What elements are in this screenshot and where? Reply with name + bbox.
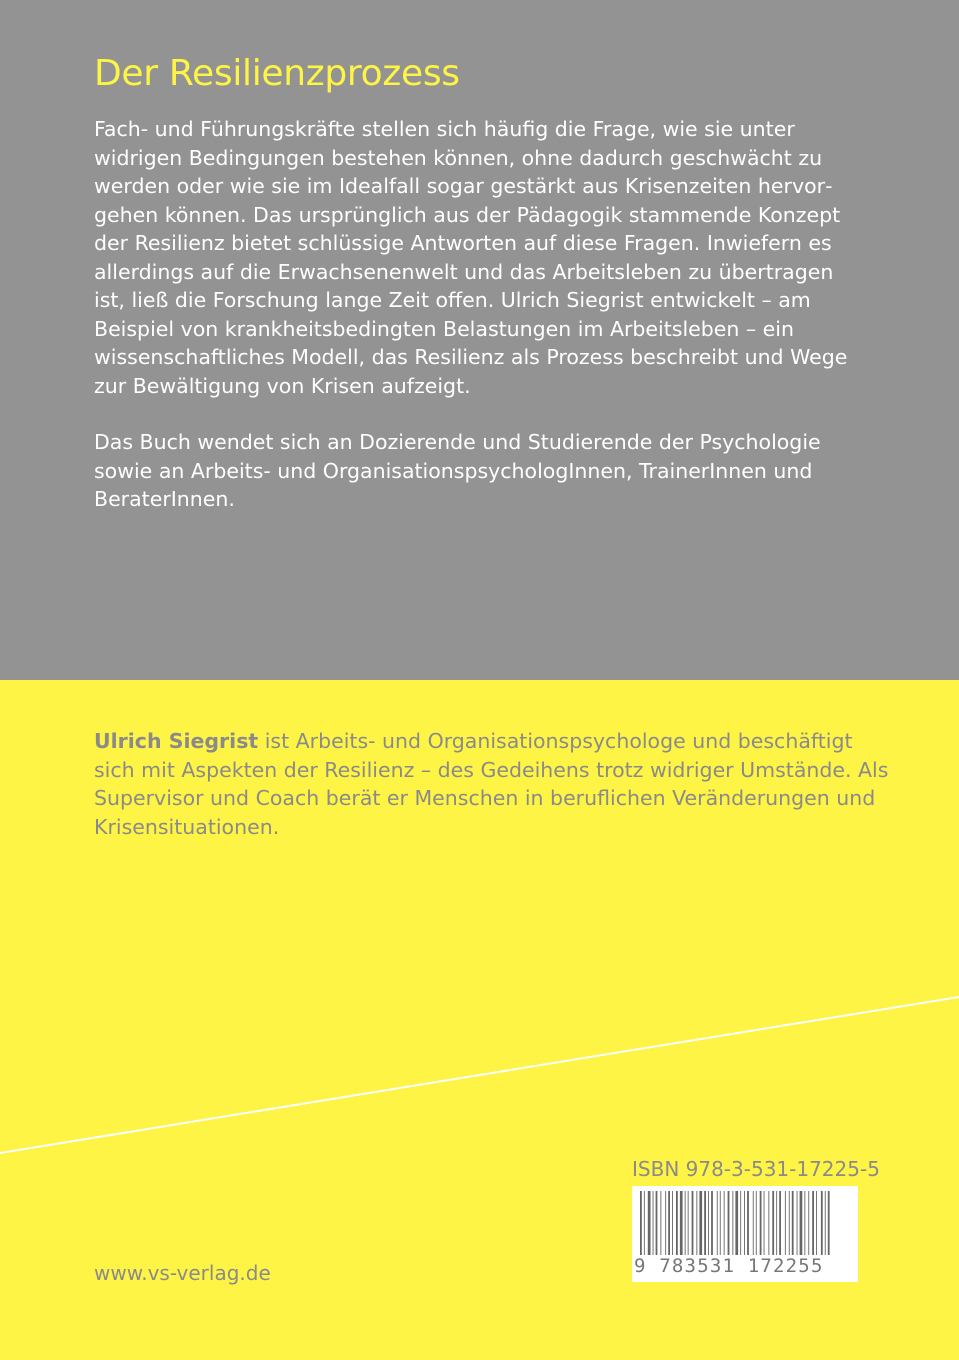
barcode-bar	[825, 1191, 826, 1255]
barcode-bar	[676, 1191, 678, 1255]
barcode-bar	[680, 1191, 683, 1255]
barcode-bar	[699, 1191, 702, 1255]
barcode-bar	[648, 1191, 651, 1255]
isbn-label: ISBN 978-3-531-17225-5	[632, 1157, 880, 1181]
barcode-bar	[797, 1191, 798, 1255]
barcode-bar	[747, 1191, 749, 1255]
author-bio	[94, 727, 894, 841]
barcode-bar	[800, 1191, 803, 1255]
audience-paragraph: Das Buch wendet sich an Dozierende und Studierende der Psychologie sowie an Arbeits- und OrganisationspsychologInnen, TrainerInnen und BeraterInnen.	[94, 430, 821, 511]
barcode-bar	[768, 1191, 769, 1255]
diagonal-line	[0, 980, 959, 1180]
barcode-bars	[638, 1191, 852, 1255]
barcode-bar	[668, 1191, 670, 1255]
barcode-bar	[753, 1191, 754, 1255]
barcode-bar	[665, 1191, 666, 1255]
barcode-bar	[772, 1191, 774, 1255]
barcode-bar	[720, 1191, 721, 1255]
barcode-bar	[785, 1191, 786, 1255]
barcode	[632, 1186, 858, 1282]
barcode-bar	[792, 1191, 794, 1255]
barcode-bar	[724, 1191, 725, 1255]
barcode-bar	[764, 1191, 765, 1255]
barcode-bar	[685, 1191, 686, 1255]
barcode-bar	[812, 1191, 814, 1255]
barcode-bar	[744, 1191, 745, 1255]
author-bio-text: ist Arbeits- und Organisationspsychologe und beschäftigt sich mit Aspekten der Resilienz – des Gedeihens trotz widriger Umstände. Als Supervisor und Coach berät er Menschen in beruflichen Veränderungen und Krisensituationen.	[94, 729, 889, 839]
barcode-bar	[704, 1191, 706, 1255]
barcode-bar	[779, 1191, 781, 1255]
barcode-digits: 9 783531 172255	[634, 1255, 824, 1277]
barcode-bar	[692, 1191, 694, 1255]
barcode-bar	[708, 1191, 709, 1255]
barcode-bar	[640, 1191, 642, 1255]
barcode-bar	[756, 1191, 757, 1255]
barcode-bar	[804, 1191, 805, 1255]
barcode-bar	[760, 1191, 762, 1255]
barcode-bar	[789, 1191, 790, 1255]
barcode-bar	[821, 1191, 823, 1255]
barcode-bar	[740, 1191, 741, 1255]
barcode-bar	[688, 1191, 689, 1255]
barcode-bar	[808, 1191, 809, 1255]
barcode-bar	[696, 1191, 697, 1255]
barcode-bar	[717, 1191, 718, 1255]
book-title: Der Resilienzprozess	[94, 53, 460, 94]
barcode-bar	[672, 1191, 673, 1255]
barcode-bar	[660, 1191, 661, 1255]
barcode-bar	[732, 1191, 733, 1255]
barcode-bar	[653, 1191, 654, 1255]
description-paragraph: Fach- und Führungskräfte stellen sich häufig die Frage, wie sie unter widrigen Bedingungen bestehen können, ohne dadurch geschwächt zu werden oder wie sie im Idealfall sogar gestärkt aus Krisenzeiten hervorgehen können. Das ursprünglich aus der Pädagogik stammende Konzept der Resilienz bietet schlüssige Antworten auf diese Fragen. Inwiefern es allerdings auf die Erwachsenenwelt und das Arbeitsleben zu übertragen ist, ließ die Forschung lange Zeit offen. Ulrich Siegrist entwickelt – am Beispiel von krankheitsbedingten Belastungen im Arbeitsleben – ein wissenschaftliches Modell, das Resilienz als Prozess beschreibt und Wege zur Bewältigung von Krisen aufzeigt.	[94, 117, 848, 398]
author-name: Ulrich Siegrist	[94, 729, 259, 753]
barcode-bar	[728, 1191, 730, 1255]
publisher-url: www.vs-verlag.de	[94, 1261, 271, 1285]
barcode-bar	[816, 1191, 817, 1255]
barcode-bar	[656, 1191, 658, 1255]
barcode-bar	[711, 1191, 713, 1255]
barcode-bar	[735, 1191, 738, 1255]
barcode-bar	[776, 1191, 777, 1255]
barcode-bar	[828, 1191, 830, 1255]
barcode-bar	[644, 1191, 645, 1255]
